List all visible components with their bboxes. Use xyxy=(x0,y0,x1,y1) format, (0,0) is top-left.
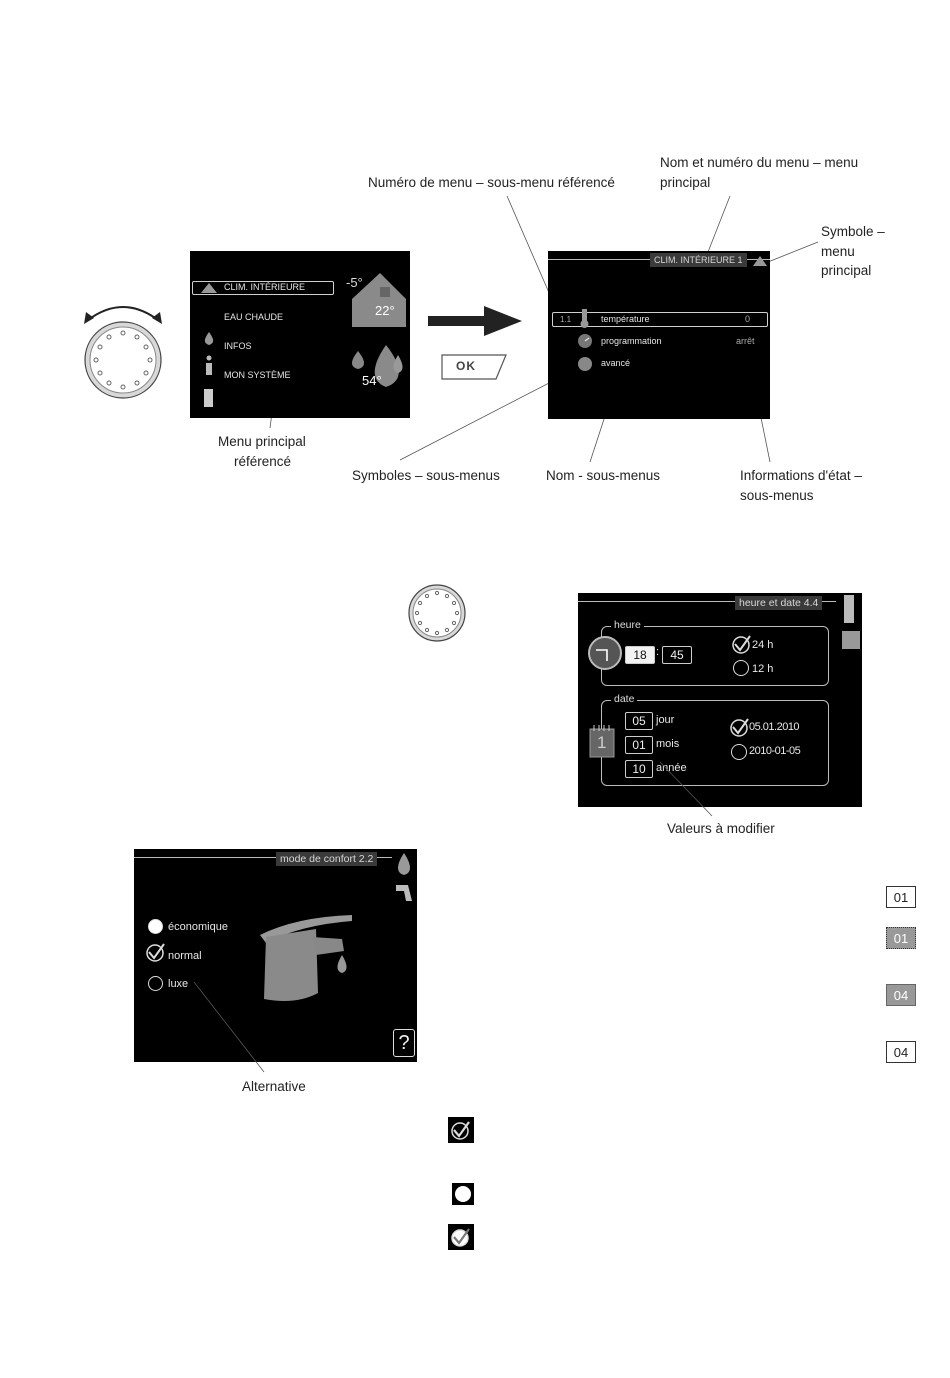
submenu-item-avance[interactable]: avancé xyxy=(601,358,631,368)
status-temperature: 0 xyxy=(745,314,751,324)
help-button[interactable]: ? xyxy=(393,1029,415,1057)
outdoor-temp: -5° xyxy=(346,275,363,290)
callout-symbol-line1: Symbole – xyxy=(821,224,885,239)
ok-button[interactable]: OK xyxy=(456,359,476,373)
callout-line-values xyxy=(650,760,720,822)
submenu-title: CLIM. INTÉRIEURE 1 xyxy=(650,253,747,267)
main-menu-item-eau[interactable]: EAU CHAUDE xyxy=(224,312,284,322)
callout-status-line1: Informations d'état – xyxy=(740,468,862,483)
date-format-1: 05.01.2010 xyxy=(749,721,800,733)
calendar-day: 1 xyxy=(597,733,607,752)
time-date-title: heure et date 4.4 xyxy=(735,596,822,610)
callout-main-menu-line2: référencé xyxy=(234,454,292,469)
year-field[interactable]: 10 xyxy=(625,760,653,778)
submenu-screen xyxy=(548,251,770,419)
date-legend: date xyxy=(611,693,637,705)
radio-economique[interactable] xyxy=(148,919,163,934)
callout-status-line2: sous-menus xyxy=(740,488,814,503)
clock-icon xyxy=(587,635,623,671)
callout-symbol-line3: principal xyxy=(821,263,872,278)
radio-luxe[interactable] xyxy=(148,976,163,991)
callout-submenu-name: Nom - sous-menus xyxy=(546,468,661,483)
comfort-title: mode de confort 2.2 xyxy=(276,852,377,866)
value-normal: 01 xyxy=(886,886,916,908)
radio-12h[interactable] xyxy=(733,660,749,676)
date-format-2: 2010-01-05 xyxy=(749,745,801,757)
callout-symbol-line2: menu xyxy=(821,244,855,259)
indoor-temp: 22° xyxy=(375,303,395,318)
radio-unselected-icon xyxy=(452,1183,474,1205)
time-date-screen xyxy=(578,593,862,807)
callout-line-alternative xyxy=(190,980,270,1078)
callout-values: Valeurs à modifier xyxy=(667,821,775,836)
house-and-drops-icon xyxy=(346,271,410,411)
submenu-item-temperature[interactable]: température xyxy=(601,314,650,324)
main-menu-item-systeme[interactable]: MON SYSTÈME xyxy=(224,370,291,380)
status-programmation: arrêt xyxy=(736,336,755,346)
submenu-item-programmation[interactable]: programmation xyxy=(601,336,662,346)
callout-menu-name-line1: Nom et numéro du menu – menu xyxy=(660,155,859,170)
callout-menu-number: Numéro de menu – sous-menu référencé xyxy=(368,175,615,190)
value-confirmed: 04 xyxy=(886,1041,916,1063)
month-field[interactable]: 01 xyxy=(625,736,653,754)
comfort-screen xyxy=(134,849,417,1062)
check-24h-icon[interactable] xyxy=(732,634,754,656)
house-icon xyxy=(752,252,768,268)
main-menu-icons xyxy=(200,277,218,407)
system-icons xyxy=(840,593,862,653)
control-knob[interactable] xyxy=(404,584,470,644)
value-selected: 01 xyxy=(886,927,916,949)
callout-lines xyxy=(0,0,950,520)
callout-main-menu-line1: Menu principal xyxy=(218,434,306,449)
drop-tap-icons xyxy=(392,851,416,905)
day-field[interactable]: 05 xyxy=(625,712,653,730)
option-normal: normal xyxy=(168,950,202,962)
option-luxe: luxe xyxy=(168,978,189,990)
main-menu-screen xyxy=(190,251,410,418)
radio-date-format-2[interactable] xyxy=(731,744,747,760)
option-economique: économique xyxy=(168,921,228,933)
callout-menu-name-line2: principal xyxy=(660,175,711,190)
check-selected-icon xyxy=(448,1117,474,1143)
main-menu-item-clim[interactable]: CLIM. INTÉRIEURE xyxy=(224,282,306,292)
minute-field[interactable]: 45 xyxy=(662,646,692,664)
day-label: jour xyxy=(656,714,675,726)
check-marked-icon xyxy=(448,1224,474,1250)
main-menu-item-infos[interactable]: INFOS xyxy=(224,341,252,351)
year-label: année xyxy=(656,762,687,774)
month-label: mois xyxy=(656,738,680,750)
control-knob-rotate[interactable] xyxy=(80,296,166,408)
hour-field[interactable]: 18 xyxy=(625,646,655,664)
option-12h: 12 h xyxy=(752,663,774,675)
callout-submenu-symbols: Symboles – sous-menus xyxy=(352,468,500,483)
arrow-right-icon xyxy=(428,304,524,338)
tap-illustration xyxy=(256,907,356,1007)
check-normal-icon[interactable] xyxy=(146,941,168,963)
submenu-number: 1.1 xyxy=(560,315,572,324)
callout-alternative: Alternative xyxy=(242,1079,306,1094)
value-editing: 04 xyxy=(886,984,916,1006)
water-temp: 54° xyxy=(362,373,382,388)
option-24h: 24 h xyxy=(752,639,774,651)
time-separator: : xyxy=(656,646,660,658)
heure-legend: heure xyxy=(611,619,644,631)
submenu-icons xyxy=(575,309,597,379)
